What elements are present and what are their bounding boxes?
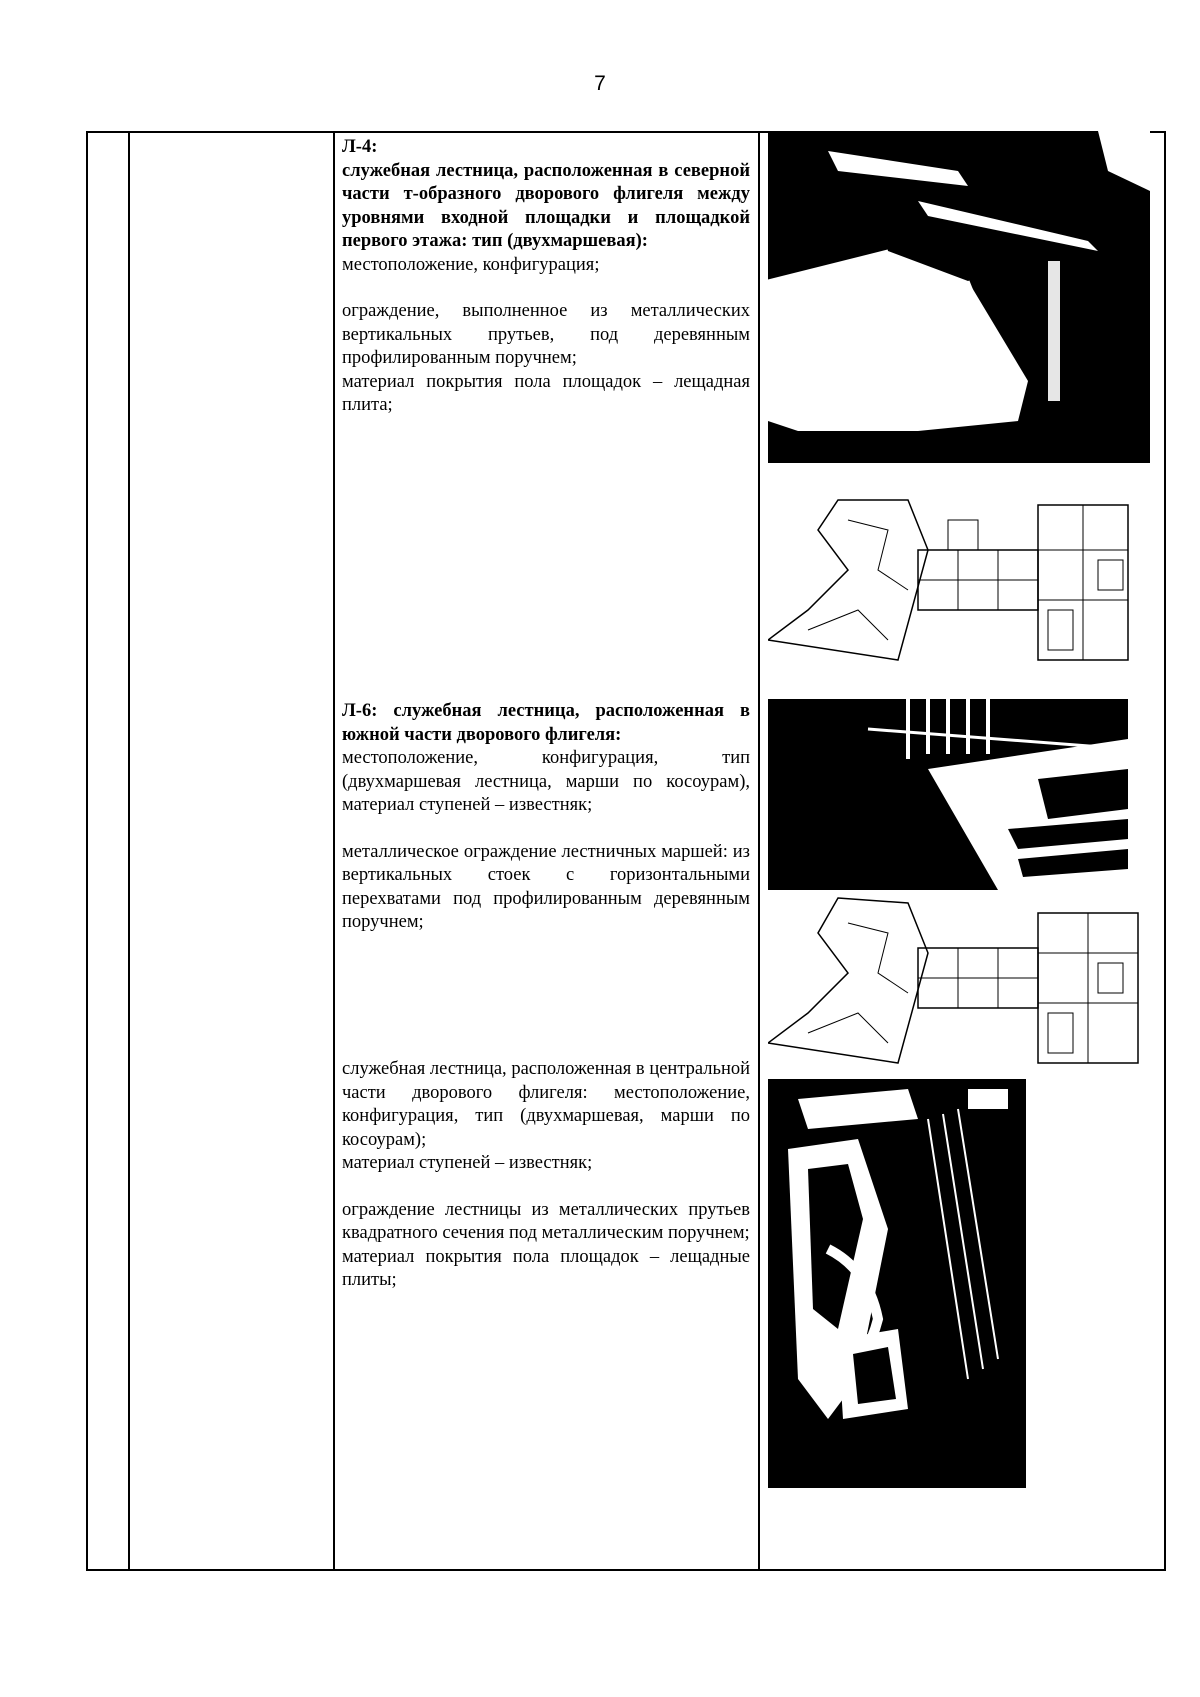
entry-l6-line-1: местоположение, конфигурация, тип (двухмаршевая лестница, марши по косоурам), материал ступеней – известняк; [342, 748, 750, 815]
column-divider-1 [128, 133, 130, 1569]
column-divider-3 [758, 133, 760, 1569]
entry-l4-code: Л-4: [342, 137, 378, 157]
floor-plan-l6 [768, 893, 1150, 1073]
entry-l4-line-4: материал покрытия пола площадок – лещадная плита; [342, 371, 750, 415]
entry-l4-line-3: ограждение, выполненное из металлических вертикальных прутьев, под деревянным профилированным поручнем; [342, 301, 750, 368]
entry-l4-line-1: местоположение, конфигурация; [342, 254, 600, 275]
entry-l6-line-3: металлическое ограждение лестничных маршей: из вертикальных стоек с горизонтальными перехватами под профилированным деревянным поручнем; [342, 841, 750, 932]
entry-l6-text [342, 700, 750, 935]
entry-central-line-5: материал покрытия пола площадок – лещадные плиты; [342, 1246, 750, 1290]
staircase-photo-central [768, 1079, 1026, 1488]
staircase-photo-l4 [768, 131, 1150, 463]
page-number: 7 [594, 72, 606, 95]
entry-central-line-4: ограждение лестницы из металлических прутьев квадратного сечения под металлическим поручнем; [342, 1199, 750, 1243]
floor-plan-l4 [768, 490, 1150, 670]
entry-central-line-1: служебная лестница, расположенная в центральной части дворового флигеля: местоположение, конфигурация, тип (двухмаршевая, марши по косоурам); [342, 1059, 750, 1150]
entry-l6-title: Л-6: служебная лестница, расположенная в южной части дворового флигеля: [342, 701, 750, 745]
entry-central-line-2: материал ступеней – известняк; [342, 1153, 593, 1173]
entry-l4-title: служебная лестница, расположенная в северной части т-образного дворового флигеля между уровнями входной площадки и площадкой первого этажа: тип (двухмаршевая): [342, 160, 750, 251]
staircase-photo-l6 [768, 699, 1128, 890]
column-divider-2 [333, 133, 335, 1569]
entry-central-text [342, 1058, 750, 1293]
entry-l4-text [342, 136, 750, 418]
